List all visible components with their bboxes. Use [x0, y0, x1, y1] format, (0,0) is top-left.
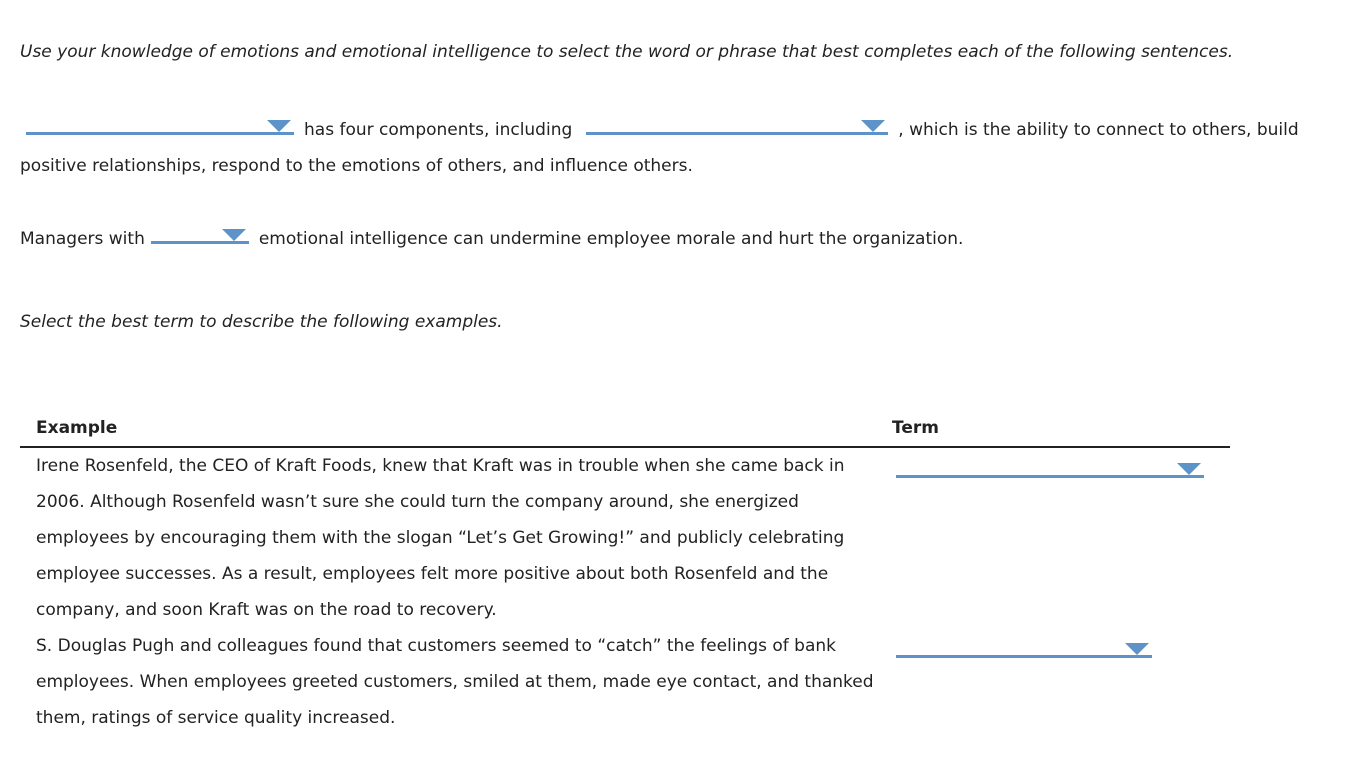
table-row	[20, 628, 1230, 736]
sentence1-text-2: , which is the ability to connect to others, build	[898, 120, 1299, 140]
sentence1-text-1: has four components, including	[304, 120, 573, 140]
chevron-down-icon	[222, 229, 246, 241]
chevron-down-icon	[267, 120, 291, 132]
table-header	[20, 418, 1230, 448]
column-header-example: Example	[36, 418, 118, 438]
table-row	[20, 448, 1230, 628]
sentence1-text-3: positive relationships, respond to the emotions of others, and influence others.	[20, 156, 693, 176]
sentence2-text-1: Managers with	[20, 229, 145, 249]
chevron-down-icon	[1125, 643, 1149, 655]
examples-table	[20, 418, 1230, 736]
instructions-text: Use your knowledge of emotions and emotional intelligence to select the word or phrase that best completes each of the following sentences.	[20, 42, 1234, 62]
term-dropdown-2[interactable]	[896, 636, 1152, 658]
chevron-down-icon	[861, 120, 885, 132]
example-text: Irene Rosenfeld, the CEO of Kraft Foods, knew that Kraft was in trouble when she came back in 2006. Although Rosenfeld wasn’t sure she could turn the company around, she energized employees by encouraging them with the slogan “Let’s Get Growing!” and publicly celebrating employee successes. As a result, employees felt more positive about both Rosenfeld and the company, and soon Kraft was on the road to recovery.	[36, 456, 845, 620]
column-header-term: Term	[892, 418, 939, 438]
sentence1-dropdown-2[interactable]	[586, 113, 888, 135]
sentence-2	[20, 222, 963, 249]
example-text: S. Douglas Pugh and colleagues found that customers seemed to “catch” the feelings of bank employees. When employees greeted customers, smiled at them, made eye contact, and thanked them, ratings of service quality increased.	[36, 636, 874, 728]
term-dropdown-1[interactable]	[896, 456, 1204, 478]
sentence2-text-2: emotional intelligence can undermine employee morale and hurt the organization.	[258, 229, 964, 249]
examples-heading: Select the best term to describe the following examples.	[20, 312, 503, 332]
sentence1-dropdown-1[interactable]	[26, 113, 294, 135]
sentence2-dropdown[interactable]	[151, 222, 249, 244]
chevron-down-icon	[1177, 463, 1201, 475]
sentence-1	[20, 112, 1350, 184]
